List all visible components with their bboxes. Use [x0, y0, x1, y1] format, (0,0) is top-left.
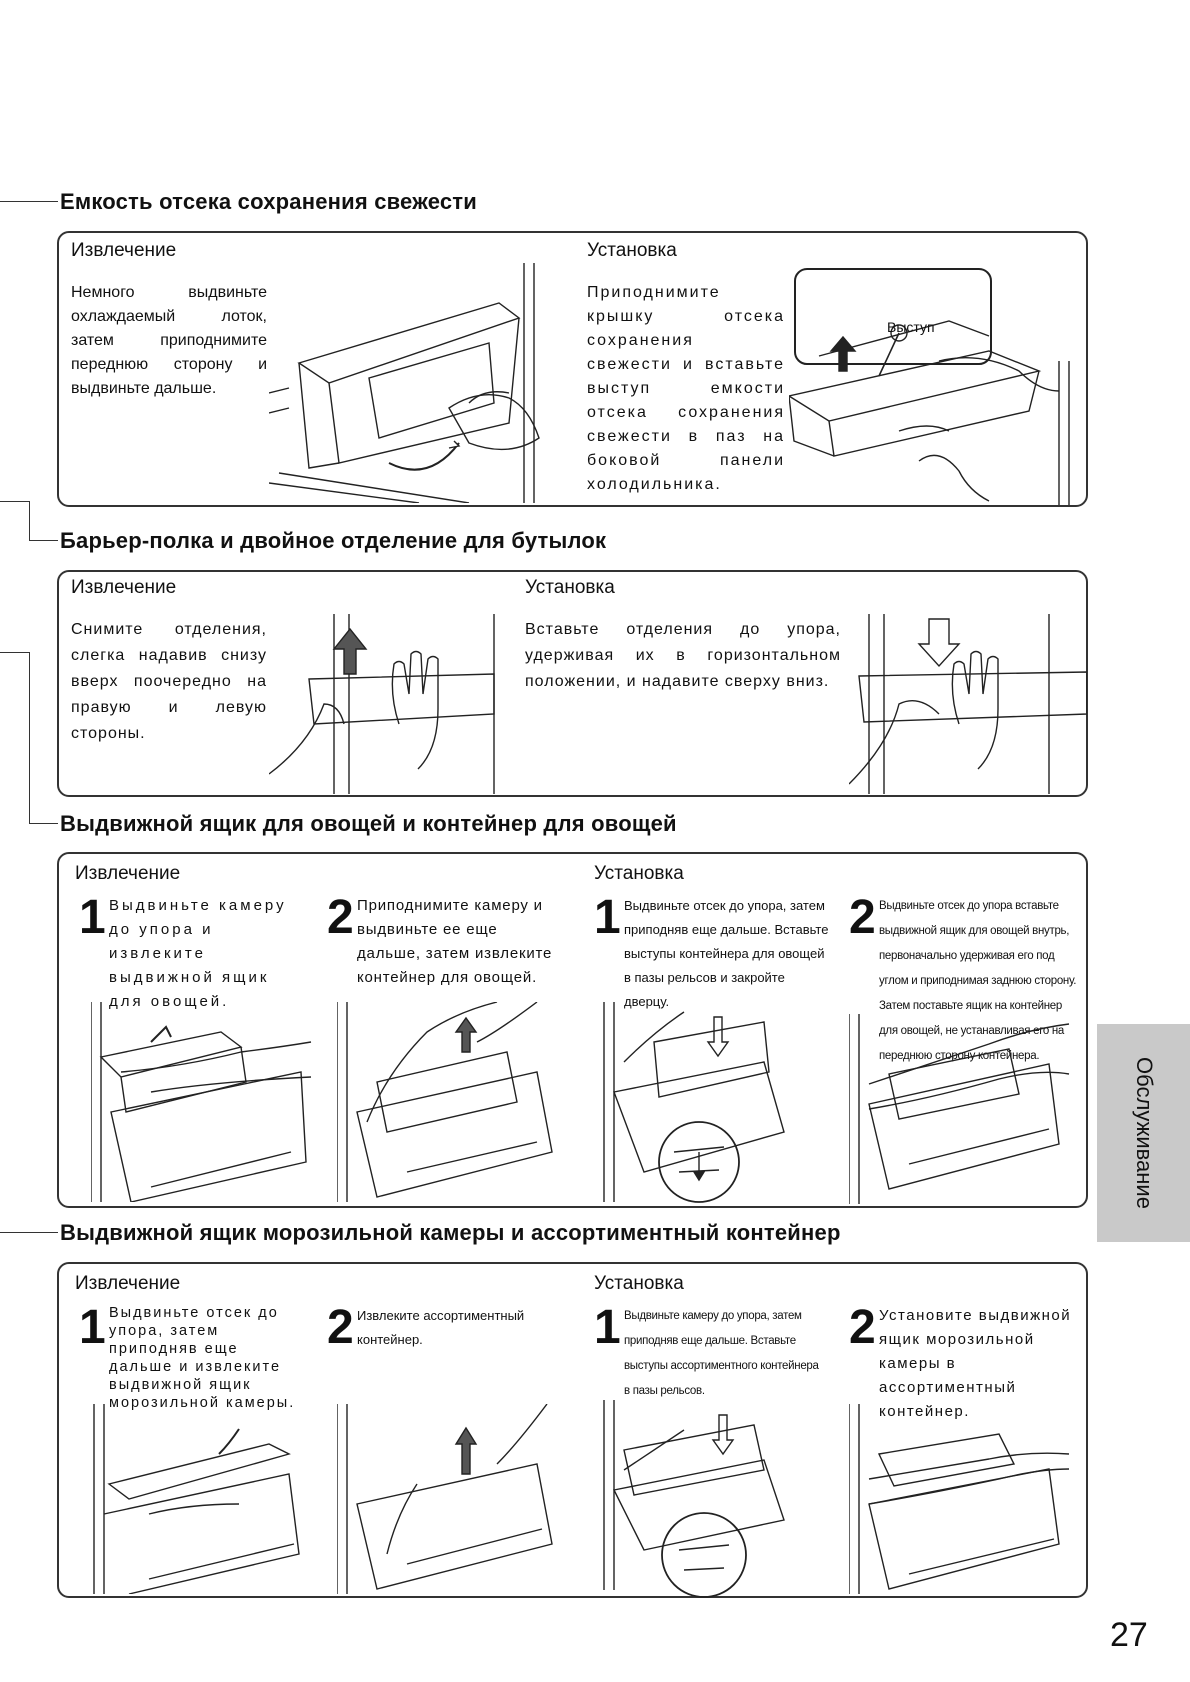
install-text: Приподнимите крышку отсека сохранения свежести и вставьте выступ емкости отсека сохранения свежести в паз на боковой панели холодильника. [587, 284, 785, 493]
freezer-removal-step-1: 1 Выдвиньте отсек до упора, затем приподняв еще дальше и извлеките выдвижной ящик морозильной камеры. [79, 1301, 296, 1411]
side-tab-label: Обслуживание [1131, 1057, 1157, 1209]
section-box-freshness [57, 231, 1088, 507]
connector-line-1 [0, 201, 58, 202]
section-box-barrier-shelf [57, 570, 1088, 797]
veg-removal-step-2: 2 Приподнимите камеру и выдвиньте ее еще дальше, затем извлеките контейнер для овощей. [327, 891, 553, 986]
connector-line-3b [30, 823, 58, 824]
removal-heading: Извлечение [75, 863, 181, 884]
install-heading: Установка [587, 240, 677, 261]
freshness-install-illustration [789, 261, 1079, 505]
page-number: 27 [1110, 1616, 1148, 1654]
freezer-removal-step-2: 2 Извлеките ассортиментный контейнер. [327, 1301, 525, 1354]
freshness-removal-illustration [269, 263, 589, 503]
barrier-install-illustration [849, 614, 1087, 794]
removal-text: Снимите отделения, слегка надавив снизу вверх поочередно на правую и левую стороны. [71, 621, 267, 742]
freezer-removal-illustration-2 [337, 1404, 562, 1594]
section-title-freezer-drawer: Выдвижной ящик морозильной камеры и ассортиментный контейнер [60, 1220, 841, 1245]
install-text: Вставьте отделения до упора, удерживая их в горизонтальном положении, и надавите сверху вниз. [525, 621, 841, 690]
install-heading: Установка [594, 1273, 684, 1294]
removal-heading: Извлечение [71, 240, 177, 261]
callout-label-protrusion: Выступ [887, 319, 935, 335]
install-heading: Установка [594, 863, 684, 884]
veg-install-illustration-2 [849, 1014, 1074, 1204]
connector-line-2b [30, 540, 58, 541]
veg-install-illustration-1 [584, 1002, 809, 1207]
section-title-vegetable-drawer: Выдвижной ящик для овощей и контейнер для овощей [60, 811, 677, 836]
removal-heading: Извлечение [75, 1273, 181, 1294]
veg-removal-illustration-2 [337, 1002, 562, 1202]
removal-heading: Извлечение [71, 577, 177, 598]
freezer-install-step-2: 2 Установите выдвижной ящик морозильной камеры в ассортиментный контейнер. [849, 1301, 1072, 1420]
section-title-barrier-shelf: Барьер-полка и двойное отделение для бутылок [60, 528, 607, 553]
removal-text: Немного выдвиньте охлаждаемый лоток, затем приподнимите переднюю сторону и выдвиньте дальше. [71, 284, 267, 397]
connector-line-4 [0, 1232, 58, 1233]
freezer-removal-illustration-1 [89, 1404, 314, 1594]
section-box-freezer-drawer [57, 1262, 1088, 1598]
veg-install-step-2: 2 Выдвиньте отсек до упора вставьте выдвижной ящик для овощей внутрь, первоначально удерживая его под углом и приподнимая заднюю сторону. Затем поставьте ящик на контейнер для овощей, не устанавливая его на переднюю сторону контейнера. [849, 891, 1077, 1062]
install-heading: Установка [525, 577, 615, 598]
veg-removal-step-1: 1 Выдвиньте камеру до упора и извлеките выдвижной ящик для овощей. [79, 891, 287, 1010]
barrier-removal-illustration [269, 614, 499, 794]
veg-install-step-1: 1 Выдвиньте отсек до упора, затем приподняв еще дальше. Вставьте выступы контейнера для овощей в пазы рельсов и закройте дверцу. [594, 891, 829, 1009]
freezer-install-illustration-1 [584, 1400, 809, 1598]
side-tab-maintenance [1097, 1024, 1190, 1242]
section-box-vegetable-drawer [57, 852, 1088, 1208]
veg-removal-illustration-1 [91, 1002, 316, 1202]
connector-line-3 [0, 652, 30, 824]
freezer-install-illustration-2 [849, 1404, 1074, 1594]
connector-line-2 [0, 501, 30, 541]
freezer-install-step-1: 1 Выдвиньте камеру до упора, затем приподняв еще дальше. Вставьте выступы ассортиментного контейнера в пазы рельсов. [594, 1301, 819, 1397]
section-title-freshness: Емкость отсека сохранения свежести [60, 189, 477, 214]
